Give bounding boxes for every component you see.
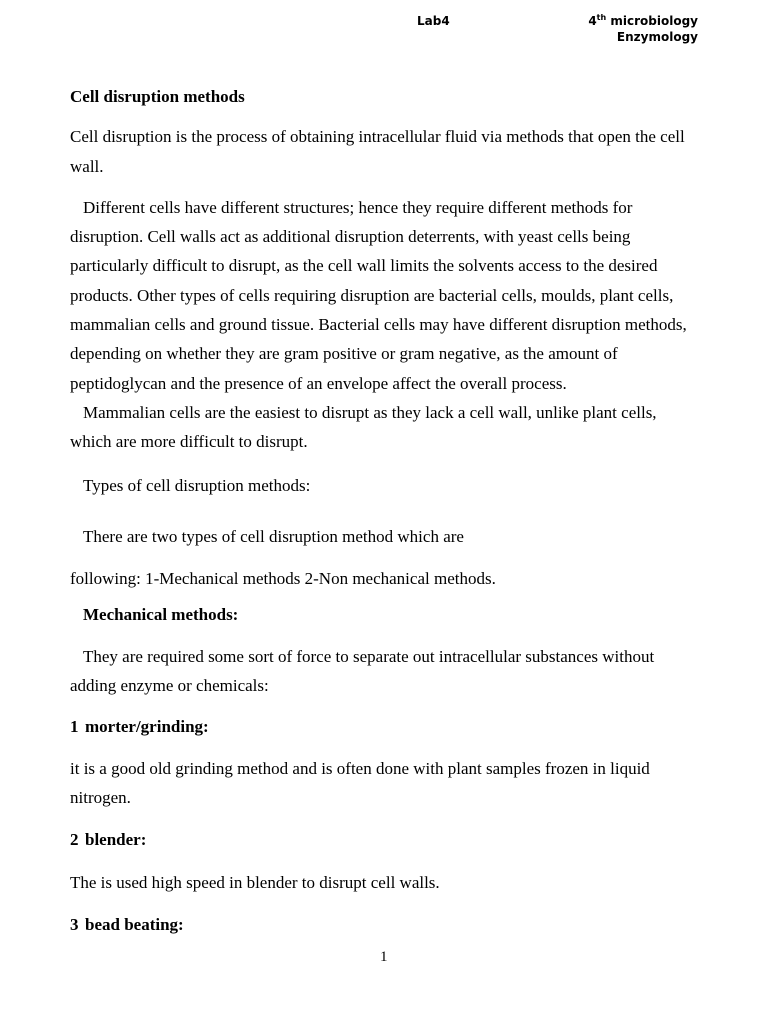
- header-subject: Enzymology: [616, 30, 698, 44]
- header-lab-label: Lab4: [417, 14, 450, 28]
- list-item-description: The is used high speed in blender to disrupt cell walls.: [70, 872, 440, 892]
- paragraph-cell-structures: Different cells have different structures; hence they require different methods for disruption. Cell walls act as additional disruption deterrents, with yeast cells being particularly difficult to disrupt, as the cell wall limits the solvents access to the desired products. Other types of cells requiring disruption are bacterial cells, moulds, plant cells, mammalian cells and ground tissue. Bacterial cells may have different disruption methods, depending on whether they are gram positive or gram negative, as the amount of peptidoglycan and the presence of an envelope affect the overall process.: [70, 197, 687, 393]
- header-level: 4th microbiology: [588, 13, 698, 28]
- list-item-heading: 2 blender:: [70, 830, 147, 850]
- paragraph-mechanical-desc: They are required some sort of force to separate out intracellular substances without adding enzyme or chemicals:: [70, 646, 655, 696]
- paragraph-following: following: 1-Mechanical methods 2-Non mechanical methods.: [70, 569, 496, 589]
- list-item-heading: 3 bead beating:: [70, 914, 184, 934]
- list-item-heading: 1 morter/grinding:: [70, 717, 209, 737]
- paragraph-definition: Cell disruption is the process of obtaining intracellular fluid via methods that open the cell wall.: [70, 127, 685, 176]
- list-item-description: it is a good old grinding method and is often done with plant samples frozen in liquid nitrogen.: [70, 758, 650, 807]
- mechanical-heading: Mechanical methods:: [83, 605, 239, 625]
- document-body: [70, 82, 700, 939]
- paragraph-two-types: There are two types of cell disruption method which are: [83, 526, 464, 546]
- header-course-info: [588, 13, 698, 45]
- types-heading: Types of cell disruption methods:: [83, 475, 311, 495]
- paragraph-mammalian-cells: Mammalian cells are the easiest to disrupt as they lack a cell wall, unlike plant cells, which are more difficult to disrupt.: [70, 402, 657, 452]
- page-number: 1: [380, 949, 388, 965]
- section-title: Cell disruption methods: [70, 87, 245, 106]
